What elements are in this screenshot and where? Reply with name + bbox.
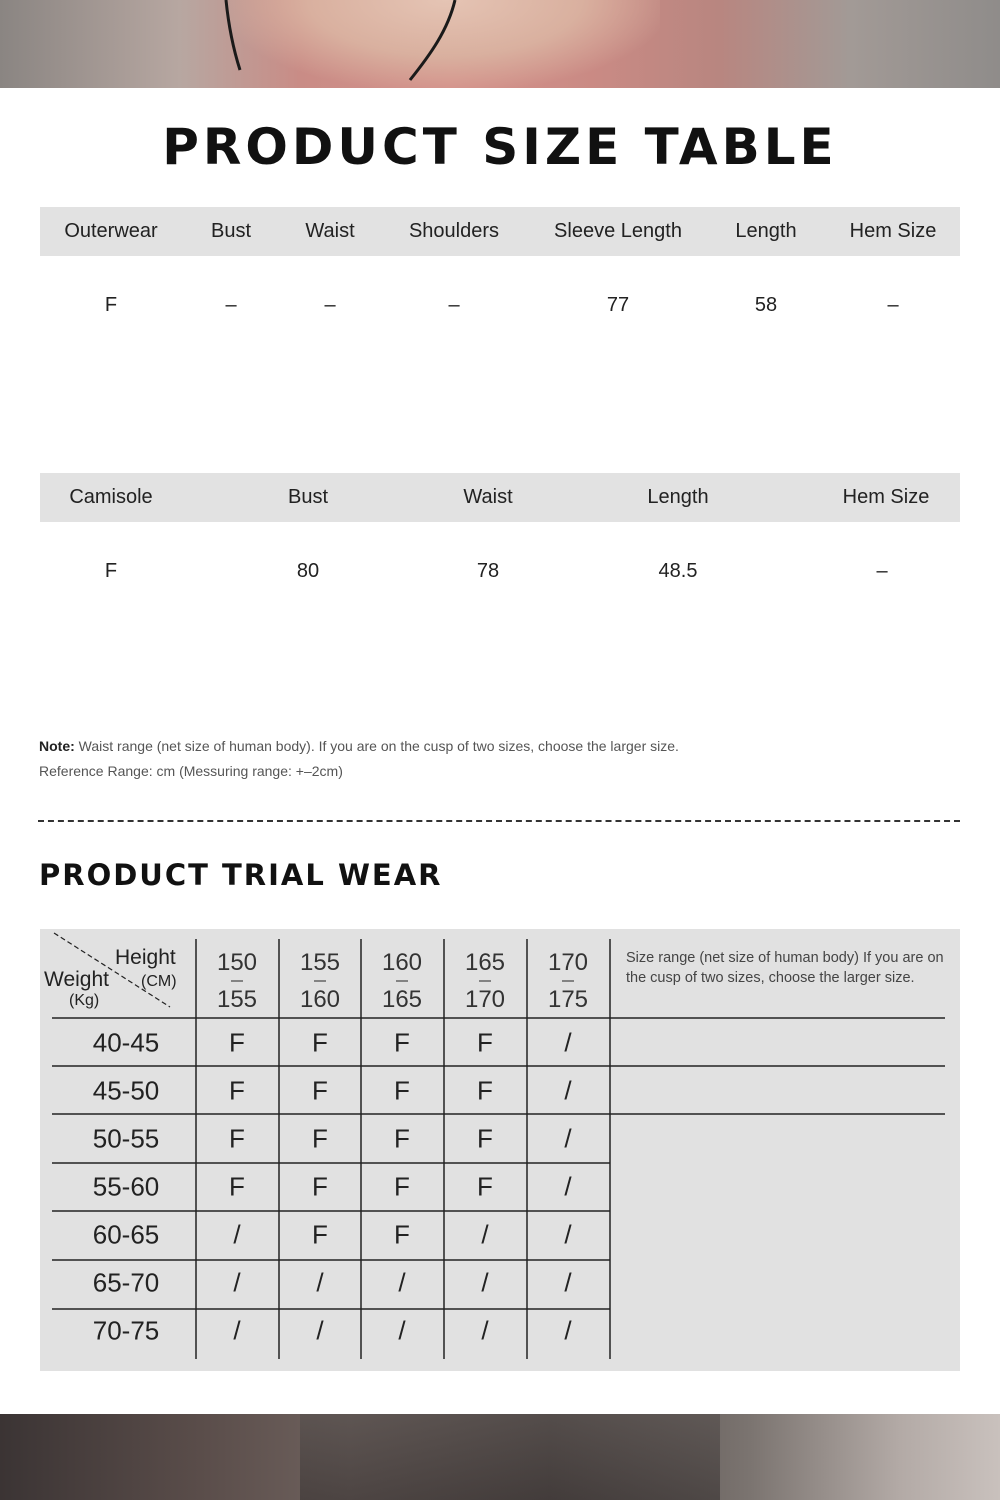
table-cell: –: [324, 294, 336, 316]
header-cell: Shoulders: [408, 220, 500, 242]
section-divider: [38, 820, 960, 822]
weight-range-cell: 65-70: [92, 1267, 160, 1298]
table-cell: –: [225, 294, 237, 316]
size-cell: F: [312, 1075, 328, 1106]
size-cell: F: [229, 1027, 245, 1058]
size-cell: /: [564, 1171, 572, 1202]
table-cell: 78: [476, 560, 500, 582]
table-cell: –: [887, 294, 899, 316]
size-cell: F: [312, 1171, 328, 1202]
header-cell: Waist: [305, 220, 355, 242]
header-cell: Length: [735, 220, 797, 242]
table-cell: 77: [606, 294, 630, 316]
reference-range-note: Reference Range: cm (Messuring range: +–2cm): [39, 763, 343, 779]
header-cell: Length: [647, 486, 709, 508]
size-cell: /: [481, 1267, 489, 1298]
header-cell: Waist: [463, 486, 513, 508]
weight-range-cell: 70-75: [92, 1315, 160, 1346]
size-cell: /: [564, 1315, 572, 1346]
size-range-note: Size range (net size of human body) If you are on the cusp of two sizes, choose the larger size.: [626, 950, 944, 986]
header-cell: Hem Size: [849, 220, 937, 242]
height-from: 155: [299, 949, 341, 976]
size-cell: /: [316, 1315, 324, 1346]
top-product-photo: [0, 0, 1000, 88]
header-cell: Outerwear: [64, 220, 158, 242]
size-cell: /: [564, 1267, 572, 1298]
header-cell: Bust: [210, 220, 252, 242]
size-cell: /: [233, 1219, 241, 1250]
size-cell: F: [229, 1171, 245, 1202]
weight-range-cell: 55-60: [92, 1171, 160, 1202]
size-cell: /: [564, 1027, 572, 1058]
size-cell: F: [394, 1075, 410, 1106]
table-cell: –: [448, 294, 460, 316]
size-cell: F: [312, 1123, 328, 1154]
height-from: 160: [381, 949, 423, 976]
height-from: 150: [216, 949, 258, 976]
table-cell: F: [104, 294, 118, 316]
weight-range-cell: 60-65: [92, 1219, 160, 1250]
height-axis-label: Height: [115, 946, 176, 969]
size-cell: /: [564, 1075, 572, 1106]
camisole-header-row: [40, 473, 960, 522]
bottom-product-photo: [0, 1414, 1000, 1500]
size-cell: /: [481, 1315, 489, 1346]
header-cell: Bust: [287, 486, 329, 508]
size-cell: F: [477, 1075, 493, 1106]
height-from: 165: [464, 949, 506, 976]
note-label: Note:: [39, 738, 75, 754]
size-cell: /: [564, 1123, 572, 1154]
size-cell: F: [312, 1027, 328, 1058]
table-cell: 48.5: [658, 560, 698, 582]
size-cell: /: [233, 1315, 241, 1346]
size-note: [39, 738, 679, 754]
size-cell: /: [481, 1219, 489, 1250]
weight-range-cell: 45-50: [92, 1075, 160, 1106]
trial-wear-table: [40, 929, 960, 1371]
height-to: 160: [299, 986, 341, 1013]
size-cell: F: [394, 1027, 410, 1058]
table-cell: 58: [754, 294, 778, 316]
table-cell: –: [876, 560, 888, 582]
size-cell: /: [398, 1315, 406, 1346]
outerwear-header-row: [40, 207, 960, 256]
header-cell: Camisole: [69, 486, 153, 508]
size-cell: /: [316, 1267, 324, 1298]
height-to: 170: [464, 986, 506, 1013]
size-cell: F: [394, 1219, 410, 1250]
header-cell: Sleeve Length: [554, 220, 682, 242]
size-cell: F: [477, 1123, 493, 1154]
height-unit-label: (CM): [141, 973, 177, 990]
size-cell: /: [233, 1267, 241, 1298]
height-to: 165: [381, 986, 423, 1013]
height-to: 175: [547, 986, 589, 1013]
note-text: Waist range (net size of human body). If you are on the cusp of two sizes, choose the larger size.: [78, 738, 679, 754]
weight-axis-label: Weight: [44, 968, 109, 991]
height-to: 155: [216, 986, 258, 1013]
weight-unit-label: (Kg): [69, 992, 100, 1009]
weight-range-cell: 40-45: [92, 1027, 160, 1058]
size-cell: /: [564, 1219, 572, 1250]
table-cell: F: [104, 560, 118, 582]
size-cell: F: [394, 1123, 410, 1154]
size-cell: F: [312, 1219, 328, 1250]
size-cell: F: [394, 1171, 410, 1202]
size-cell: /: [398, 1267, 406, 1298]
height-from: 170: [547, 949, 589, 976]
trial-wear-title: PRODUCT TRIAL WEAR: [39, 858, 443, 892]
header-cell: Hem Size: [842, 486, 930, 508]
weight-range-cell: 50-55: [92, 1123, 160, 1154]
table-cell: 80: [296, 560, 320, 582]
size-cell: F: [229, 1123, 245, 1154]
size-cell: F: [477, 1171, 493, 1202]
size-cell: F: [229, 1075, 245, 1106]
page-title: PRODUCT SIZE TABLE: [162, 118, 838, 176]
size-cell: F: [477, 1027, 493, 1058]
